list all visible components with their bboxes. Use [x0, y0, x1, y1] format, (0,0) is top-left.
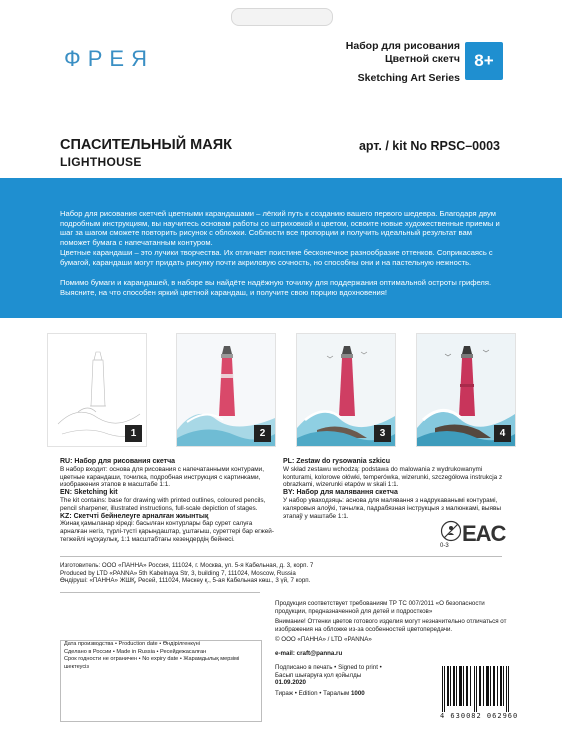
made-in-row: Сделано в России • Made in Russia • Ресейдежасалған: [64, 648, 207, 655]
expiry-row: Срок годности не ограничен • No expiry date • Жарамдылық мерзімі шектеусіз: [64, 656, 240, 670]
signed-text: Подписано в печать • Signed to print •: [275, 664, 382, 671]
edition-block: [275, 690, 435, 698]
divider: [60, 556, 502, 557]
article-number: арт. / kit No RPSC–0003: [358, 139, 500, 153]
copyright-text: © ООО «ПАННА» / LTD «PANNA»: [275, 636, 372, 643]
step-number: 3: [374, 425, 391, 442]
description-left: [60, 458, 280, 544]
divider: [60, 592, 260, 593]
description-by: У набор уваходзяць: аснова для малявання з надрукаванымі контурамі, каляровыя алоўкі, тачылка, падрабязная інструкцыя з малюнкамі, выявы этапаў у маштабе 1:1.: [283, 496, 501, 520]
manufacturer-ru: Изготовитель: ООО «ПАННА» Россия, 111024, г. Москва, ул. 5-я Кабельная, д. 3, корп. 7: [60, 562, 314, 569]
step-number: 2: [254, 425, 271, 442]
production-dates-box: [60, 640, 262, 722]
product-title-ru: СПАСИТЕЛЬНЫЙ МАЯК: [60, 137, 232, 153]
series-line-3: Sketching Art Series: [357, 72, 460, 84]
series-line-1: Набор для рисования: [345, 40, 460, 52]
barcode-icon: [440, 666, 512, 712]
manufacturer-block: [60, 562, 360, 585]
edition-label: Тираж • Edition • Таралым: [275, 690, 350, 697]
age-warning-label: 0-3: [440, 543, 449, 549]
description-kz-heading: KZ: Скетчті бейнелеуге арналған жиынтық: [60, 512, 209, 520]
signed-date: 01.09.2020: [275, 679, 306, 687]
step-image-3: [296, 333, 396, 447]
intro-paragraph-1: Набор для рисования скетчей цветными карандашами – лёгкий путь к созданию вашего первого шедевра. Благодаря двум подробным инструкциям, вы научитесь основам работы со штриховкой и цветом, освоите новые художественные приемы и шаг за шагом сможете повторить рисунок с обложки. Соблюсти все пропорции и получить идеальный результат вам поможет бумага с напечатанным контуром.: [60, 209, 500, 247]
edition-number: 1000: [350, 690, 365, 697]
description-ru-heading: RU: Набор для рисования скетча: [60, 458, 176, 465]
eac-mark: EAC: [462, 521, 506, 546]
intro-paragraph-2: Цветные карандаши – это лучики творчества. Их отличает поистине бесконечное разнообразие оттенков. Соприкасаясь с бумагой, карандаши могут придать рисунку почти акриловую сочность, но способны они и на пастельную нежность.: [60, 248, 493, 267]
certification-text: Продукция соответствует требованиям ТР ТС 007/2011 «О безопасности продукции, предназначенной для детей и подростков»: [275, 600, 485, 615]
brand-logo: ФРЕЯ: [64, 46, 154, 71]
production-date-row: Дата производства • Production date • Өндірілгенкүні: [64, 641, 200, 647]
series-line-2: Цветной скетч: [385, 53, 460, 65]
step-image-1: [47, 333, 147, 447]
product-title-en: LIGHTHOUSE: [60, 155, 142, 169]
hang-hole: [231, 8, 333, 26]
email-text: e-mail: craft@panna.ru: [275, 650, 343, 657]
intro-band: [0, 178, 562, 318]
no-under-3-icon: [440, 520, 462, 542]
manufacturer-en: Produced by LTD «PANNA» 5th Kabelnaya Str, 3, building 7, 111024, Moscow, Russia: [60, 569, 296, 577]
intro-paragraph-3: Помимо бумаги и карандашей, в наборе вы найдёте надёжную точилку для поддержания оптимальной остроты грифеля. Выясните, на что способен яркий цветной карандаш, и получите свою порцию вдохновения!: [60, 278, 492, 297]
step-number: 4: [494, 425, 511, 442]
description-en: The kit contains: base for drawing with printed outlines, coloured pencils, pencil sharpener, illustrated instructions, full-scale depiction of stages.: [60, 496, 266, 512]
manufacturer-kz: Өндіруші: «ПАННА» ЖШҚ, Ресей, 111024, Мәскеу қ., 5-ая Кабельная көш., 3 үй, 7 корп.: [60, 577, 311, 585]
barcode-number: 4 630082 062960: [440, 712, 519, 720]
signed-kz-text: Басып шығаруға қол қойылды: [275, 671, 362, 679]
description-by-heading: BY: Набор для малявання скетча: [283, 489, 398, 497]
step-image-4: [416, 333, 516, 447]
age-badge: 8+: [465, 42, 503, 80]
description-right: [283, 458, 508, 520]
description-kz: Жинақ қамыланар кіреді: басылған контурлары бар сурет салуға арналған негіз, түрлі-түсті қарындаштар, ұштағыш, суреттері бар егжей-тегжейлі нұсқаулық, 1:1 масштабтағы кезеңдердің бейнесі.: [60, 520, 274, 543]
series-block: [346, 40, 460, 84]
description-pl: W skład zestawu wchodzą: podstawa do malowania z wydrukowanymi konturami, kolorowe ołówki, temperówka, wizerunki, szczegółowa instrukcja z obrazkami, wizerunki etapów w skali 1:1.: [283, 465, 503, 489]
description-en-heading: EN: Sketching kit: [60, 489, 118, 497]
description-ru: В набор входит: основа для рисования с напечатанными контурами, цветные карандаши, точилка, подробная инструкция с картинками, изображения этапов в масштабе 1:1.: [60, 465, 265, 489]
step-number: 1: [125, 425, 142, 442]
step-image-2: [176, 333, 276, 447]
description-pl-heading: PL: Zestaw do rysowania szkicu: [283, 458, 390, 465]
color-warning-text: Внимание! Оттенки цветов готового изделия могут незначительно отличаться от изображения на обложке из-за особенностей цветопередачи.: [275, 618, 507, 633]
